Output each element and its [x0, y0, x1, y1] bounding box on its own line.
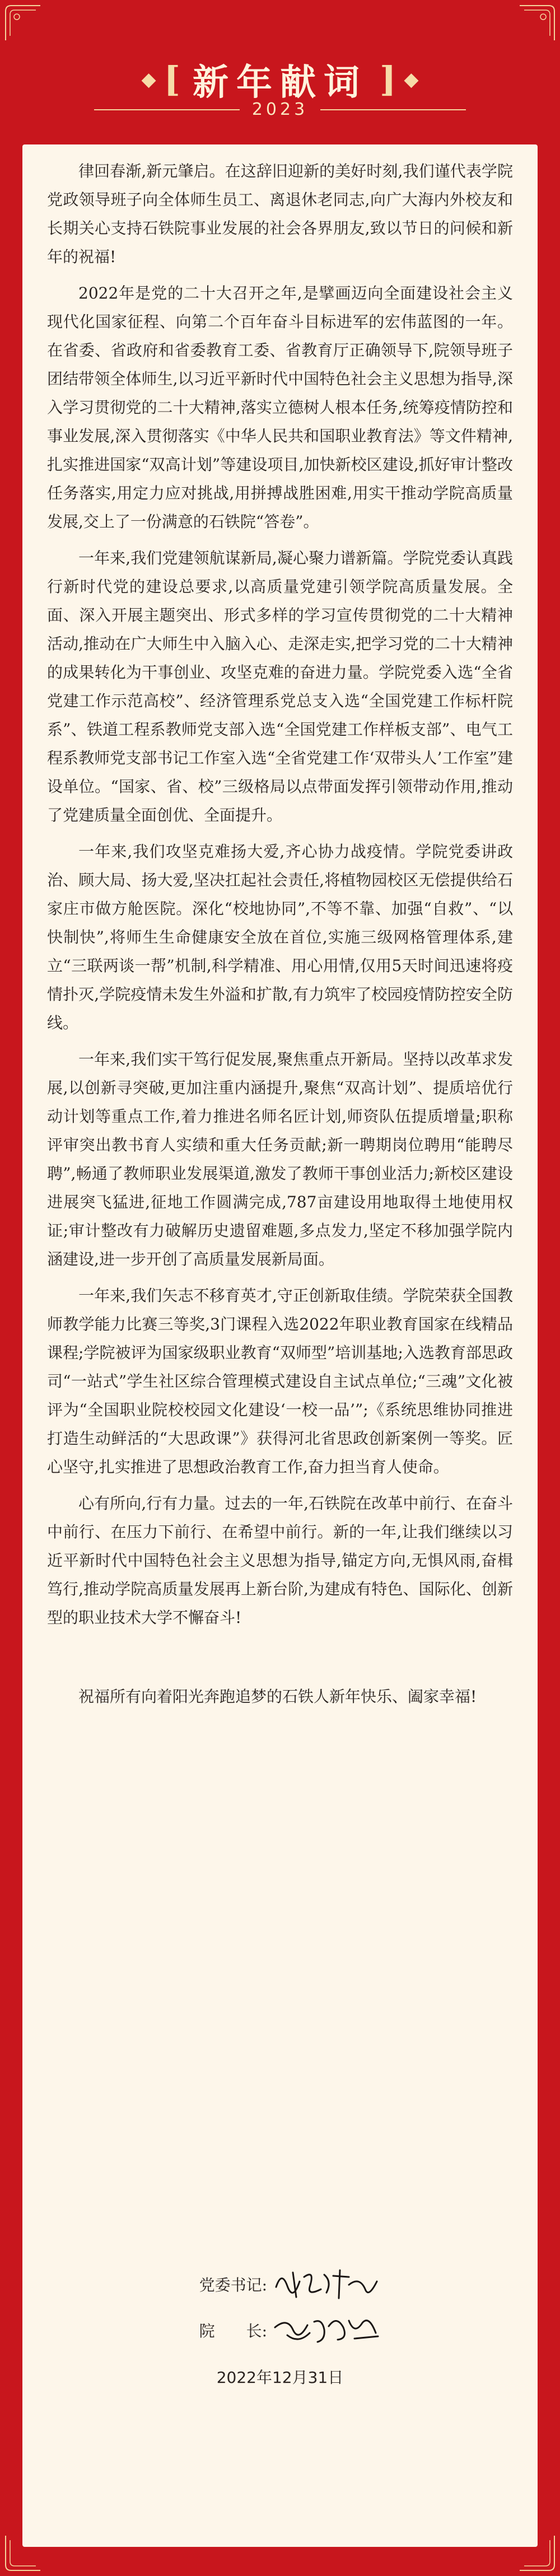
right-bracket-icon: ]	[380, 59, 396, 100]
diamond-icon: ◆	[141, 68, 156, 91]
divider	[320, 109, 466, 110]
diamond-icon: ◆	[404, 68, 419, 91]
closing-greeting: 祝福所有向着阳光奔跑追梦的石铁人新年快乐、阖家幸福!	[78, 1687, 477, 1706]
paragraph: 一年来,我们党建领航谋新局,凝心聚力谱新篇。学院党委认真践行新时代党的建设总要求,以高质量党建引领学院高质量发展。全面、深入开展主题突出、形式多样的学习宣传贯彻党的二十大精神活动,推动在广大师生中入脑入心、走深走实,把学习党的二十大精神的成果转化为干事创业、攻坚克难的奋进力量。学院党委入选“全省党建工作示范高校”、经济管理系党总支入选“全国党建工作标杆院系”、铁道工程系教师党支部入选“全国党建工作样板支部”、电气工程系教师党支部书记工作室入选“全省党建工作‘双带头人’工作室”建设单位。“国家、省、校”三级格局以点带面发挥引领带动作用,推动了党建质量全面创优、全面提升。	[47, 549, 513, 824]
signature-row	[47, 2261, 513, 2307]
paragraph: 心有所向,行有力量。过去的一年,石铁院在改革中前行、在奋斗中前行、在压力下前行、在希望中前行。新的一年,让我们继续以习近平新时代中国特色社会主义思想为指导,锚定方向,无惧风雨,奋楫笃行,推动学院高质量发展再上新台阶,为建成有特色、国际化、创新型的职业技术大学不懈奋斗!	[47, 1494, 513, 1627]
page-title: 新年献词	[193, 62, 367, 104]
title-row	[0, 54, 560, 105]
paragraph: 一年来,我们攻坚克难扬大爱,齐心协力战疫情。学院党委讲政治、顾大局、扬大爱,坚决扛起社会责任,将植物园校区无偿提供给石家庄市做方舱医院。深化“校地协同”,不等不靠、加强“自救”、“以快制快”,将师生生命健康安全放在首位,实施三级网格管理体系,建立“三联两谈一帮”机制,科学精准、用心用情,仅用5天时间迅速将疫情扑灭,学院疫情未发生外溢和扩散,有力筑牢了校园疫情防控安全防线。	[47, 842, 513, 1032]
date: 2022年12月31日	[216, 2368, 344, 2387]
header	[0, 0, 560, 140]
handwritten-signature	[270, 2265, 382, 2304]
signature-label: 党委书记:	[199, 2276, 267, 2294]
divider	[94, 109, 240, 110]
year-label: 2023	[251, 100, 309, 119]
paragraph: 一年来,我们矢志不移育英才,守正创新取佳绩。学院荣获全国教师教学能力比赛三等奖,3门课程入选2022年职业教育国家在线精品课程;学院被评为国家级职业教育“双师型”培训基地;入选教育部思政司“一站式”学生社区综合管理模式建设自主试点单位;“三魂”文化被评为“全国职业院校校园文化建设‘一校一品’”;《系统思维协同推进打造生动鲜活的“大思政课”》获得河北省思政创新案例一等奖。匠心坚守,扎实推进了思想政治教育工作,奋力担当育人使命。	[47, 1286, 513, 1476]
signature-block	[47, 2261, 513, 2388]
paragraph: 一年来,我们实干笃行促发展,聚焦重点开新局。坚持以改革求发展,以创新寻突破,更加注重内涵提升,聚焦“双高计划”、提质培优行动计划等重点工作,着力推进名师名匠计划,师资队伍提质增量;职称评审突出教书育人实绩和重大任务贡献;新一聘期岗位聘用“能聘尽聘”,畅通了教师职业发展渠道,激发了教师干事创业活力;新校区建设进展突飞猛进,征地工作圆满完成,787亩建设用地取得土地使用权证;审计整改有力破解历史遗留难题,多点发力,坚定不移加强学院内涵建设,进一步开创了高质量发展新局面。	[47, 1050, 513, 1268]
year-row	[0, 100, 560, 119]
handwritten-signature	[270, 2311, 382, 2350]
paragraph: 2022年是党的二十大召开之年,是擘画迈向全面建设社会主义现代化国家征程、向第二个百年奋斗目标进军的宏伟蓝图的一年。在省委、省政府和省委教育工委、省教育厅正确领导下,院领导班子团结带领全体师生,以习近平新时代中国特色社会主义思想为指导,深入学习贯彻党的二十大精神,落实立德树人根本任务,统筹疫情防控和事业发展,深入贯彻落实《中华人民共和国职业教育法》等文件精神,扎实推进国家“双高计划”等建设项目,加快新校区建设,抓好审计整改任务落实,用定力应对挑战,用拼搏战胜困难,用实干推动学院高质量发展,交上了一份满意的石铁院“答卷”。	[47, 284, 513, 531]
signature-label: 院 长:	[199, 2322, 267, 2340]
content-panel	[22, 144, 538, 2547]
left-bracket-icon: [	[164, 59, 180, 100]
signature-row	[47, 2307, 513, 2353]
body-text	[47, 157, 513, 1719]
paragraph: 律回春渐,新元肇启。在这辞旧迎新的美好时刻,我们谨代表学院党政领导班子向全体师生员工、离退休老同志,向广大海内外校友和长期关心支持石铁院事业发展的社会各界朋友,致以节日的问候和新年的祝福!	[47, 162, 513, 266]
